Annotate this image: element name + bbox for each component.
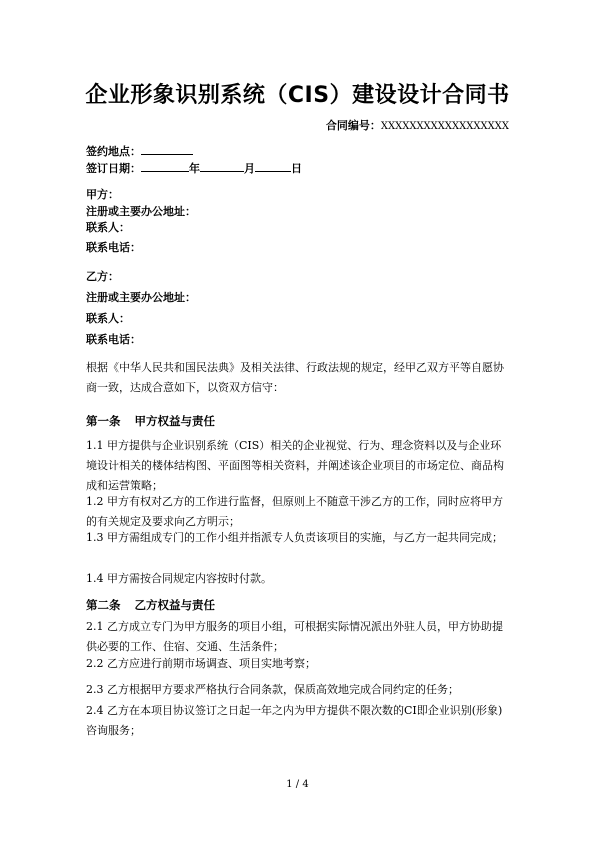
party-b-label: 乙方： — [86, 270, 119, 283]
clause-2-2: 2.2 乙方应进行前期市场调查、项目实地考察； — [86, 657, 316, 670]
clause-1-4: 1.4 甲方需按合同规定内容按时付款。 — [86, 572, 272, 585]
party-b-address-label: 注册或主要办公地址： — [86, 291, 196, 304]
sign-place-line — [86, 143, 193, 159]
sign-date-line — [86, 160, 302, 176]
clause-2-3: 2.3 乙方根据甲方要求严格执行合同条款，保质高效地完成合同约定的任务； — [86, 683, 459, 696]
contract-number-value: XXXXXXXXXXXXXXXXXX — [380, 121, 509, 132]
article-1-heading — [86, 413, 215, 429]
party-a-phone-label: 联系电话： — [86, 241, 141, 254]
sign-place-label: 签约地点： — [86, 145, 141, 158]
preamble-paragraph: 根据《中华人民共和国民法典》及相关法律、行政法规的规定，经甲乙双方平等自愿协商一致，达成合意如下，以资双方信守： — [86, 361, 504, 394]
clause-1-3: 1.3 甲方需组成专门的工作小组并指派专人负责该项目的实施，与乙方一起共同完成； — [86, 531, 503, 544]
party-a-contact-label: 联系人： — [86, 221, 130, 234]
clause-1-1: 1.1 甲方提供与企业识别系统（CIS）相关的企业视觉、行为、理念资料以及与企业环境设计相关的楼体结构图、平面图等相关资料，并阐述该企业项目的市场定位、商品构成和运营策略； — [86, 439, 504, 492]
sign-place-blank — [141, 143, 193, 155]
sign-year-label: 年 — [189, 162, 200, 175]
clause-2-4: 2.4 乙方在本项目协议签订之日起一年之内为甲方提供不限次数的CI即企业识别(形象)咨询服务； — [86, 704, 503, 737]
clause-2-1: 2.1 乙方成立专门为甲方服务的项目小组，可根据实际情况派出外驻人员，甲方协助提供必要的工作、住宿、交通、生活条件； — [86, 620, 503, 653]
party-a-address-label: 注册或主要办公地址： — [86, 205, 196, 218]
sign-day-label: 日 — [291, 162, 302, 175]
page-title: 企业形象识别系统（CIS）建设设计合同书 — [85, 83, 510, 108]
article-2-title: 乙方权益与责任 — [134, 598, 215, 612]
sign-month-label: 月 — [244, 162, 255, 175]
page-number: 1 / 4 — [286, 779, 309, 790]
party-b-phone-label: 联系电话： — [86, 333, 141, 346]
article-1-number: 第一条 — [86, 414, 121, 428]
sign-day-blank — [255, 160, 291, 172]
contract-number-label: 合同编号： — [325, 119, 381, 132]
article-1-title: 甲方权益与责任 — [134, 414, 215, 428]
sign-year-blank — [141, 160, 189, 172]
article-2-heading — [86, 597, 215, 613]
article-2-number: 第二条 — [86, 598, 121, 612]
clause-1-2: 1.2 甲方有权对乙方的工作进行监督，但原则上不随意干涉乙方的工作，同时应将甲方的有关规定及要求向乙方明示； — [86, 495, 503, 528]
sign-date-label: 签订日期： — [86, 162, 141, 175]
sign-month-blank — [200, 160, 244, 172]
party-b-contact-label: 联系人： — [86, 312, 130, 325]
party-a-label: 甲方： — [86, 188, 119, 201]
contract-number — [326, 117, 509, 133]
